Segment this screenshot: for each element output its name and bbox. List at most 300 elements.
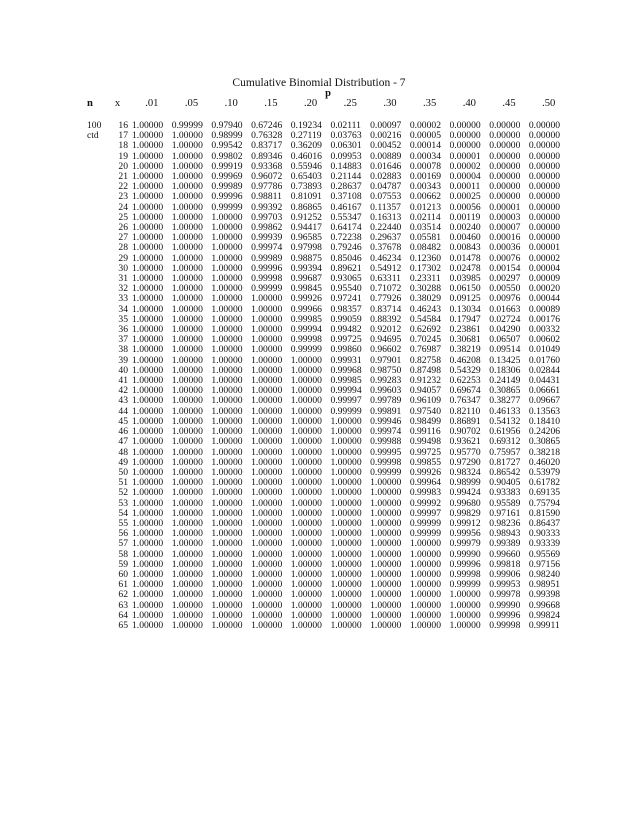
- probability-cell: 0.99829: [449, 508, 481, 519]
- probability-cell: 0.13563: [528, 406, 561, 417]
- probability-cell: 0.99939: [251, 233, 283, 244]
- x-cell: 63: [118, 600, 128, 611]
- n-cell: [87, 335, 103, 345]
- table-row: [87, 468, 569, 478]
- probability-cell: 0.06661: [528, 386, 561, 397]
- probability-cell: 0.00044: [528, 294, 561, 305]
- probability-cell: 1.00000: [211, 223, 243, 234]
- probability-cell: 0.71072: [370, 284, 402, 295]
- x-cell: 54: [118, 508, 128, 519]
- probability-cell: 0.02724: [489, 314, 521, 325]
- x-cell: 64: [118, 610, 128, 621]
- probability-cell: 0.99424: [449, 488, 481, 499]
- probability-cell: 1.00000: [132, 437, 164, 448]
- x-cell: 57: [118, 539, 128, 550]
- probability-cell: 1.00000: [290, 559, 322, 570]
- probability-cell: 1.00000: [211, 427, 243, 438]
- probability-cell: 1.00000: [370, 498, 402, 509]
- n-cell: [87, 570, 103, 580]
- probability-cell: 1.00000: [251, 620, 283, 631]
- n-cell: [87, 162, 103, 172]
- probability-cell: 0.01760: [528, 355, 561, 366]
- probability-cell: 0.87498: [409, 365, 441, 376]
- probability-cell: 0.99283: [370, 376, 402, 387]
- probability-cell: 1.00000: [132, 355, 164, 366]
- probability-cell: 0.99997: [409, 508, 441, 519]
- probability-cell: 0.18410: [528, 416, 561, 427]
- probability-cell: 0.54132: [489, 416, 521, 427]
- probability-cell: 1.00000: [330, 610, 362, 621]
- probability-cell: 1.00000: [132, 243, 164, 254]
- probability-cell: 1.00000: [409, 590, 441, 601]
- p-header: .35: [423, 97, 437, 109]
- probability-cell: 1.00000: [211, 620, 243, 631]
- probability-cell: 1.00000: [132, 457, 164, 468]
- probability-cell: 1.00000: [171, 447, 203, 458]
- x-cell: 60: [118, 569, 128, 580]
- table-row: [87, 427, 569, 437]
- probability-cell: 0.79246: [330, 243, 362, 254]
- probability-cell: 0.99824: [528, 610, 561, 621]
- n-cell: [87, 141, 103, 151]
- probability-cell: 0.99482: [330, 325, 362, 336]
- x-cell: 50: [118, 467, 128, 478]
- probability-cell: 0.00843: [449, 243, 481, 254]
- x-cell: 23: [118, 192, 128, 203]
- probability-cell: 1.00000: [251, 518, 283, 529]
- probability-cell: 1.00000: [330, 437, 362, 448]
- probability-cell: 1.00000: [330, 580, 362, 591]
- probability-cell: 0.01478: [449, 253, 481, 264]
- probability-cell: 0.00056: [449, 202, 481, 213]
- probability-cell: 1.00000: [171, 253, 203, 264]
- n-cell: [87, 580, 103, 590]
- probability-cell: 1.00000: [251, 447, 283, 458]
- probability-cell: 1.00000: [171, 355, 203, 366]
- probability-cell: 0.46234: [370, 253, 402, 264]
- probability-cell: 0.99989: [211, 182, 243, 193]
- probability-cell: 0.61956: [489, 427, 521, 438]
- probability-cell: 1.00000: [211, 396, 243, 407]
- probability-cell: 1.00000: [290, 355, 322, 366]
- probability-cell: 0.99998: [370, 457, 402, 468]
- probability-cell: 0.81091: [290, 192, 322, 203]
- probability-cell: 1.00000: [330, 447, 362, 458]
- probability-cell: 0.69312: [489, 437, 521, 448]
- probability-cell: 0.55946: [290, 161, 322, 172]
- probability-cell: 1.00000: [251, 386, 283, 397]
- table-row: [87, 325, 569, 335]
- probability-cell: 1.00000: [171, 202, 203, 213]
- x-cell: 49: [118, 457, 128, 468]
- probability-cell: 1.00000: [132, 294, 164, 305]
- probability-cell: 1.00000: [290, 406, 322, 417]
- probability-cell: 0.99668: [528, 600, 561, 611]
- probability-cell: 1.00000: [290, 620, 322, 631]
- probability-cell: 1.00000: [171, 294, 203, 305]
- n-cell: [87, 519, 103, 529]
- n-cell: [87, 233, 103, 243]
- probability-cell: 0.96585: [290, 233, 322, 244]
- probability-cell: 0.99996: [251, 263, 283, 274]
- probability-cell: 1.00000: [290, 365, 322, 376]
- x-header: x: [114, 97, 121, 109]
- n-cell: [87, 172, 103, 182]
- table-row: [87, 192, 569, 202]
- probability-cell: 0.01213: [409, 202, 441, 213]
- probability-cell: 0.19234: [290, 121, 322, 131]
- probability-cell: 0.81727: [489, 457, 521, 468]
- probability-cell: 1.00000: [132, 212, 164, 223]
- probability-cell: 1.00000: [171, 457, 203, 468]
- p-header: .30: [383, 97, 397, 109]
- x-cell: 27: [118, 233, 128, 244]
- probability-cell: 1.00000: [211, 365, 243, 376]
- n-cell: [87, 396, 103, 406]
- probability-cell: 1.00000: [449, 620, 481, 631]
- table-row: [87, 458, 569, 468]
- probability-cell: 1.00000: [449, 610, 481, 621]
- probability-cell: 0.61782: [528, 478, 561, 489]
- probability-cell: 1.00000: [132, 304, 164, 315]
- table-row: [87, 141, 569, 151]
- probability-cell: 1.00000: [290, 416, 322, 427]
- probability-cell: 0.99974: [370, 427, 402, 438]
- probability-cell: 1.00000: [211, 610, 243, 621]
- probability-cell: 0.99999: [409, 518, 441, 529]
- x-cell: 29: [118, 253, 128, 264]
- table-row: [87, 376, 569, 386]
- probability-cell: 0.98357: [330, 304, 362, 315]
- probability-cell: 1.00000: [171, 243, 203, 254]
- probability-cell: 0.05581: [409, 233, 441, 244]
- probability-cell: 1.00000: [290, 600, 322, 611]
- probability-cell: 1.00000: [171, 151, 203, 162]
- probability-cell: 0.04290: [489, 325, 521, 336]
- p-header: .05: [184, 97, 199, 109]
- probability-cell: 1.00000: [171, 304, 203, 315]
- probability-cell: 1.00000: [290, 447, 322, 458]
- probability-cell: 1.00000: [171, 539, 203, 550]
- probability-cell: 1.00000: [370, 569, 402, 580]
- probability-cell: 0.97161: [489, 508, 521, 519]
- n-cell: [87, 488, 103, 498]
- probability-cell: 0.00000: [449, 121, 481, 131]
- probability-cell: 0.00000: [449, 131, 481, 142]
- probability-cell: 0.99919: [211, 161, 243, 172]
- probability-cell: 0.89621: [330, 263, 362, 274]
- n-cell: [87, 468, 103, 478]
- probability-cell: 0.14883: [330, 161, 362, 172]
- probability-cell: 1.00000: [171, 161, 203, 172]
- probability-cell: 0.96602: [370, 345, 402, 356]
- probability-cell: 1.00000: [132, 539, 164, 550]
- probability-cell: 0.53979: [528, 467, 561, 478]
- probability-cell: 0.01049: [528, 345, 561, 356]
- probability-cell: 0.00001: [489, 202, 521, 213]
- probability-cell: 1.00000: [171, 427, 203, 438]
- probability-cell: 1.00000: [132, 416, 164, 427]
- probability-cell: 1.00000: [251, 376, 283, 387]
- table-row: [87, 162, 569, 172]
- probability-cell: 1.00000: [132, 274, 164, 285]
- probability-cell: 0.00332: [528, 325, 561, 336]
- probability-cell: 1.00000: [171, 600, 203, 611]
- probability-cell: 0.12360: [409, 253, 441, 264]
- x-cell: 59: [118, 559, 128, 570]
- probability-cell: 1.00000: [132, 569, 164, 580]
- probability-cell: 0.99498: [409, 437, 441, 448]
- probability-cell: 0.99994: [290, 325, 322, 336]
- probability-cell: 0.99974: [251, 243, 283, 254]
- probability-cell: 0.54329: [449, 365, 481, 376]
- probability-cell: 0.21144: [330, 172, 362, 183]
- probability-cell: 0.02883: [370, 172, 402, 183]
- probability-cell: 1.00000: [171, 437, 203, 448]
- probability-cell: 0.00000: [528, 141, 561, 152]
- probability-cell: 1.00000: [330, 427, 362, 438]
- n-cell: [87, 529, 103, 539]
- probability-cell: 0.46167: [330, 202, 362, 213]
- probability-cell: 1.00000: [330, 569, 362, 580]
- x-cell: 35: [118, 314, 128, 325]
- p-header: .01: [145, 97, 159, 109]
- n-cell: ctd: [87, 131, 99, 142]
- probability-cell: 1.00000: [132, 223, 164, 234]
- probability-cell: 0.00000: [528, 182, 561, 193]
- probability-cell: 0.00000: [528, 233, 561, 244]
- probability-cell: 1.00000: [290, 508, 322, 519]
- probability-cell: 1.00000: [251, 590, 283, 601]
- probability-cell: 0.99996: [489, 610, 521, 621]
- probability-cell: 0.99946: [370, 416, 402, 427]
- n-cell: [87, 213, 103, 223]
- probability-cell: 0.00452: [370, 141, 402, 152]
- probability-cell: 0.99802: [211, 151, 243, 162]
- probability-cell: 1.00000: [251, 457, 283, 468]
- probability-cell: 0.96109: [409, 396, 441, 407]
- probability-cell: 0.00020: [528, 284, 561, 295]
- probability-cell: 0.00602: [528, 335, 561, 346]
- probability-cell: 0.28637: [330, 182, 362, 193]
- probability-cell: 1.00000: [251, 498, 283, 509]
- probability-cell: 1.00000: [211, 457, 243, 468]
- probability-cell: 0.98499: [409, 416, 441, 427]
- probability-cell: 1.00000: [211, 478, 243, 489]
- probability-cell: 0.97998: [290, 243, 322, 254]
- probability-cell: 1.00000: [132, 284, 164, 295]
- x-cell: 33: [118, 294, 128, 305]
- probability-cell: 1.00000: [132, 325, 164, 336]
- probability-cell: 0.97901: [370, 355, 402, 366]
- probability-cell: 1.00000: [211, 447, 243, 458]
- p-header: .15: [264, 97, 278, 109]
- probability-cell: 0.00007: [489, 223, 521, 234]
- probability-cell: 1.00000: [251, 335, 283, 346]
- probability-cell: 0.38218: [528, 447, 561, 458]
- probability-cell: 1.00000: [290, 396, 322, 407]
- probability-cell: 1.00000: [132, 161, 164, 172]
- probability-cell: 0.63311: [370, 274, 401, 285]
- probability-cell: 1.00000: [132, 233, 164, 244]
- probability-cell: 0.99969: [211, 172, 243, 183]
- probability-cell: 0.00000: [528, 121, 561, 131]
- probability-cell: 1.00000: [409, 580, 441, 591]
- probability-cell: 0.99999: [330, 406, 362, 417]
- table-row: [87, 478, 569, 488]
- probability-cell: 0.17947: [449, 314, 481, 325]
- n-cell: [87, 448, 103, 458]
- x-cell: 41: [118, 376, 128, 387]
- probability-cell: 0.99990: [489, 600, 521, 611]
- table-row: [87, 396, 569, 406]
- probability-cell: 1.00000: [171, 314, 203, 325]
- n-cell: [87, 590, 103, 600]
- probability-cell: 0.06150: [449, 284, 481, 295]
- probability-cell: 0.00078: [409, 161, 441, 172]
- probability-cell: 1.00000: [171, 580, 203, 591]
- probability-cell: 1.00000: [211, 253, 243, 264]
- probability-cell: 0.99999: [409, 529, 441, 540]
- n-cell: [87, 284, 103, 294]
- probability-cell: 1.00000: [290, 518, 322, 529]
- probability-cell: 0.99966: [290, 304, 322, 315]
- table-row: [87, 437, 569, 447]
- probability-cell: 0.99862: [251, 223, 283, 234]
- n-cell: [87, 601, 103, 611]
- probability-cell: 1.00000: [251, 559, 283, 570]
- probability-cell: 1.00000: [251, 549, 283, 560]
- probability-cell: 0.46208: [449, 355, 481, 366]
- n-cell: [87, 182, 103, 192]
- probability-cell: 1.00000: [251, 529, 283, 540]
- probability-cell: 1.00000: [251, 437, 283, 448]
- probability-cell: 0.88392: [370, 314, 402, 325]
- probability-cell: 1.00000: [132, 121, 164, 131]
- table-row: [87, 539, 569, 549]
- probability-cell: 1.00000: [171, 569, 203, 580]
- probability-cell: 0.30681: [449, 335, 481, 346]
- probability-cell: 0.99999: [211, 202, 243, 213]
- probability-cell: 1.00000: [211, 580, 243, 591]
- probability-cell: 0.11357: [370, 202, 401, 213]
- table-row: [87, 274, 569, 284]
- n-cell: [87, 274, 103, 284]
- x-cell: 42: [118, 386, 128, 397]
- n-header: n: [87, 97, 93, 109]
- probability-cell: 0.96072: [251, 172, 283, 183]
- probability-cell: 1.00000: [171, 141, 203, 152]
- x-cell: 32: [118, 284, 128, 295]
- probability-cell: 0.67246: [251, 121, 283, 131]
- n-cell: [87, 509, 103, 519]
- probability-cell: 1.00000: [171, 620, 203, 631]
- probability-cell: 0.77926: [370, 294, 402, 305]
- table-row: [87, 315, 569, 325]
- probability-cell: 0.98750: [370, 365, 402, 376]
- probability-cell: 0.00000: [489, 182, 521, 193]
- table-row: [87, 254, 569, 264]
- probability-cell: 1.00000: [211, 559, 243, 570]
- probability-cell: 0.98875: [290, 253, 322, 264]
- probability-cell: 0.64174: [330, 223, 362, 234]
- probability-cell: 1.00000: [171, 212, 203, 223]
- probability-cell: 1.00000: [251, 508, 283, 519]
- x-cell: 30: [118, 263, 128, 274]
- probability-cell: 1.00000: [211, 529, 243, 540]
- probability-cell: 0.00011: [449, 182, 481, 193]
- probability-cell: 1.00000: [370, 478, 402, 489]
- page-title: Cumulative Binomial Distribution - 7: [232, 77, 406, 89]
- probability-cell: 1.00000: [251, 406, 283, 417]
- probability-cell: 0.99789: [370, 396, 402, 407]
- probability-cell: 0.99953: [489, 580, 521, 591]
- probability-cell: 0.00119: [449, 212, 481, 223]
- probability-cell: 0.93621: [449, 437, 481, 448]
- probability-cell: 0.99999: [449, 580, 481, 591]
- probability-cell: 1.00000: [370, 590, 402, 601]
- probability-cell: 1.00000: [171, 508, 203, 519]
- probability-cell: 0.91232: [409, 376, 441, 387]
- probability-cell: 1.00000: [211, 467, 243, 478]
- table-row: [87, 345, 569, 355]
- probability-cell: 1.00000: [211, 518, 243, 529]
- probability-cell: 1.00000: [211, 355, 243, 366]
- probability-cell: 0.93383: [489, 488, 521, 499]
- table-row: [87, 386, 569, 396]
- probability-cell: 1.00000: [132, 518, 164, 529]
- probability-cell: 1.00000: [171, 263, 203, 274]
- probability-cell: 0.00000: [489, 121, 521, 131]
- n-cell: [87, 427, 103, 437]
- table-row: [87, 499, 569, 509]
- x-cell: 62: [118, 590, 128, 601]
- probability-cell: 1.00000: [171, 131, 203, 142]
- table-row: [87, 182, 569, 192]
- probability-cell: 1.00000: [211, 600, 243, 611]
- probability-cell: 0.93339: [528, 539, 561, 550]
- probability-cell: 0.00016: [489, 233, 521, 244]
- probability-cell: 0.00000: [528, 223, 561, 234]
- probability-cell: 0.00002: [528, 253, 561, 264]
- probability-cell: 1.00000: [171, 345, 203, 356]
- probability-cell: 0.02844: [528, 365, 561, 376]
- probability-cell: 1.00000: [171, 610, 203, 621]
- probability-cell: 1.00000: [290, 427, 322, 438]
- probability-cell: 0.37678: [370, 243, 402, 254]
- probability-cell: 1.00000: [171, 223, 203, 234]
- probability-cell: 0.99660: [489, 549, 521, 560]
- probability-cell: 1.00000: [251, 355, 283, 366]
- probability-cell: 0.99989: [251, 253, 283, 264]
- probability-cell: 1.00000: [330, 600, 362, 611]
- probability-cell: 0.99926: [409, 467, 441, 478]
- probability-cell: 1.00000: [171, 335, 203, 346]
- probability-cell: 0.99985: [330, 376, 362, 387]
- probability-cell: 1.00000: [290, 580, 322, 591]
- probability-cell: 1.00000: [132, 386, 164, 397]
- table-row: [87, 203, 569, 213]
- probability-cell: 0.00004: [449, 172, 481, 183]
- p-header: .20: [303, 97, 318, 109]
- x-cell: 45: [118, 416, 128, 427]
- probability-cell: 0.00034: [409, 151, 441, 162]
- probability-cell: 1.00000: [290, 437, 322, 448]
- probability-cell: 1.00000: [251, 610, 283, 621]
- header-row: [87, 97, 569, 109]
- probability-cell: 0.00000: [528, 161, 561, 172]
- n-cell: [87, 550, 103, 560]
